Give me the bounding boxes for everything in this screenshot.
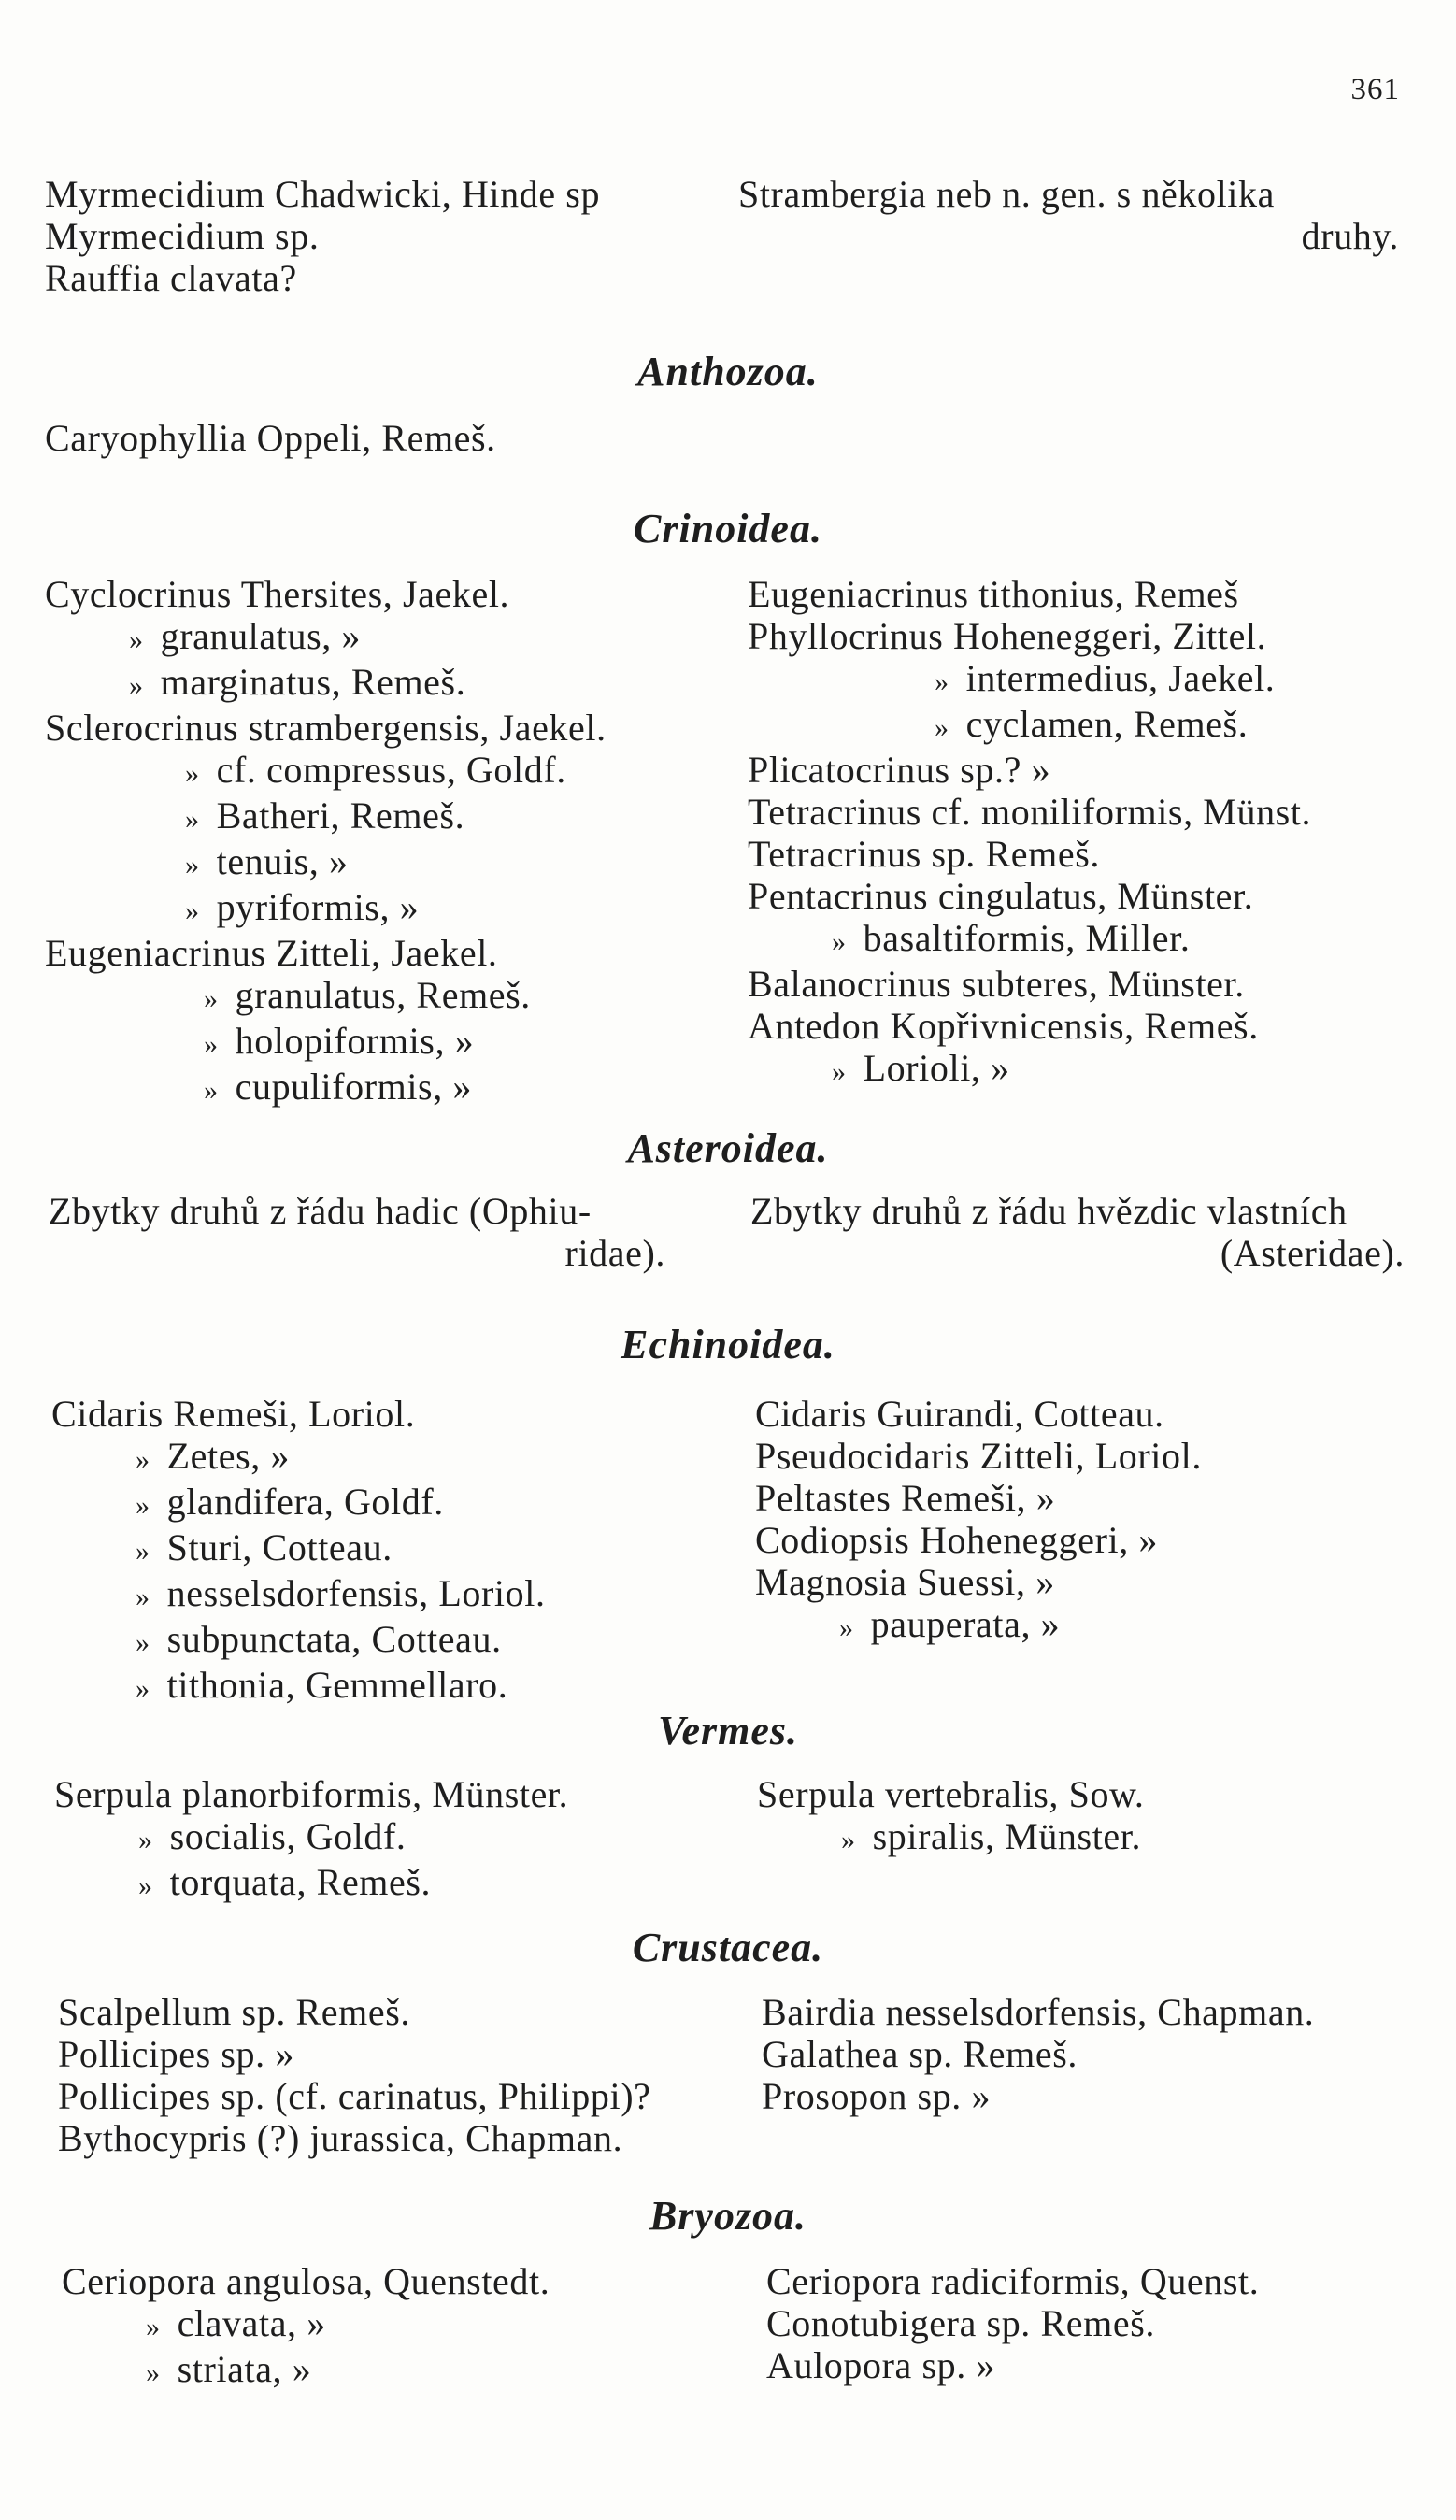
list-item: Peltastes Remeši, » — [755, 1477, 1056, 1519]
list-item: Cidaris Remeši, Loriol. — [51, 1393, 416, 1435]
ditto-mark: » — [136, 1490, 150, 1521]
ditto-mark: » — [185, 850, 200, 881]
section-heading-crinoidea: Crinoidea. — [634, 506, 822, 551]
list-item: Phyllocrinus Hoheneggeri, Zittel. — [748, 615, 1267, 657]
section-heading-vermes: Vermes. — [658, 1708, 798, 1754]
ditto-mark: » — [129, 670, 144, 701]
list-item: ridae). — [564, 1232, 665, 1274]
ditto-mark: » — [204, 983, 219, 1014]
list-item: Cyclocrinus Thersites, Jaekel. — [45, 573, 510, 615]
list-item: Antedon Kopřivnicensis, Remeš. — [748, 1005, 1259, 1047]
list-item: Eugeniacrinus tithonius, Remeš — [748, 573, 1239, 615]
ditto-mark: » — [146, 2312, 161, 2342]
list-item: Pentacrinus cingulatus, Münster. — [748, 875, 1254, 917]
list-item: Zbytky druhů z řádu hadic (Ophiu- — [49, 1190, 592, 1232]
list-item: druhy. — [1301, 215, 1399, 257]
list-item: » pauperata, » — [755, 1603, 1202, 1649]
list-item: Serpula vertebralis, Sow. — [757, 1773, 1145, 1815]
list-item: Codiopsis Hoheneggeri, » — [755, 1519, 1159, 1561]
list-item: Rauffia clavata? — [45, 257, 297, 299]
list-item: » cf. compressus, Goldf. — [45, 749, 607, 795]
list-item: » nesselsdorfensis, Loriol. — [51, 1572, 546, 1618]
section-heading-asteroidea: Asteroidea. — [627, 1125, 829, 1171]
ditto-mark: » — [136, 1536, 150, 1567]
ditto-mark: » — [839, 1612, 854, 1643]
list-item: Myrmecidium Chadwicki, Hinde sp — [45, 173, 601, 215]
ditto-mark: » — [185, 758, 200, 789]
asteroidea-right-column — [750, 1190, 1405, 1274]
asteroidea-left-column — [49, 1190, 665, 1274]
ditto-mark: » — [204, 1029, 219, 1060]
list-item: » striata, » — [62, 2348, 550, 2394]
ditto-mark: » — [136, 1673, 150, 1704]
list-item: Magnosia Suessi, » — [755, 1561, 1055, 1603]
ditto-mark: » — [136, 1627, 150, 1658]
list-item: » clavata, » — [62, 2302, 550, 2348]
crustacea-left-column — [58, 1991, 650, 2159]
list-item: » Zetes, » — [51, 1435, 546, 1481]
vermes-right-column — [757, 1773, 1145, 1861]
bryozoa-right-column — [766, 2260, 1259, 2386]
list-item: Pollicipes sp. » — [58, 2033, 294, 2075]
ditto-mark: » — [204, 1075, 219, 1106]
list-item: Conotubigera sp. Remeš. — [766, 2302, 1155, 2344]
section-heading-bryozoa: Bryozoa. — [649, 2193, 807, 2239]
ditto-mark: » — [832, 1056, 847, 1087]
ditto-mark: » — [935, 712, 949, 743]
list-item: » socialis, Goldf. — [54, 1815, 568, 1861]
list-item: » tithonia, Gemmellaro. — [51, 1664, 546, 1710]
list-item: Serpula planorbiformis, Münster. — [54, 1773, 569, 1815]
crustacea-right-column — [762, 1991, 1314, 2117]
list-item: » Sturi, Cotteau. — [51, 1526, 546, 1572]
anthozoa-left-column — [45, 417, 496, 459]
list-item: » glandifera, Goldf. — [51, 1481, 546, 1526]
ditto-mark: » — [146, 2357, 161, 2388]
list-item: » Batheri, Remeš. — [45, 795, 607, 840]
page-number: 361 — [1350, 73, 1400, 107]
section-heading-crustacea: Crustacea. — [632, 1925, 824, 1970]
list-item: » holopiformis, » — [45, 1020, 607, 1066]
list-item: Balanocrinus subteres, Münster. — [748, 963, 1245, 1005]
intro-left-column — [45, 173, 600, 299]
ditto-mark: » — [136, 1582, 150, 1612]
list-item: » cyclamen, Remeš. — [748, 703, 1311, 749]
ditto-mark: » — [136, 1444, 150, 1475]
list-item: » spiralis, Münster. — [757, 1815, 1145, 1861]
list-item: » basaltiformis, Miller. — [748, 917, 1311, 963]
list-item: » Lorioli, » — [748, 1047, 1311, 1093]
list-item: Tetracrinus cf. moniliformis, Münst. — [748, 791, 1312, 833]
list-item: » granulatus, Remeš. — [45, 974, 607, 1020]
bryozoa-left-column — [62, 2260, 550, 2394]
list-item: Galathea sp. Remeš. — [762, 2033, 1078, 2075]
section-heading-anthozoa: Anthozoa. — [637, 349, 819, 394]
section-heading-echinoidea: Echinoidea. — [621, 1322, 835, 1367]
ditto-mark: » — [841, 1825, 856, 1855]
list-item: » tenuis, » — [45, 840, 607, 886]
list-item: Scalpellum sp. Remeš. — [58, 1991, 410, 2033]
list-item: Eugeniacrinus Zitteli, Jaekel. — [45, 932, 498, 974]
list-item: » torquata, Remeš. — [54, 1861, 568, 1907]
list-item: Plicatocrinus sp.? » — [748, 749, 1051, 791]
list-item: » pyriformis, » — [45, 886, 607, 932]
ditto-mark: » — [935, 666, 949, 697]
ditto-mark: » — [138, 1870, 153, 1901]
ditto-mark: » — [185, 804, 200, 835]
list-item: » subpunctata, Cotteau. — [51, 1618, 546, 1664]
list-item: » marginatus, Remeš. — [45, 661, 607, 707]
list-item: Bairdia nesselsdorfensis, Chapman. — [762, 1991, 1315, 2033]
list-item: Caryophyllia Oppeli, Remeš. — [45, 417, 496, 459]
list-item: (Asteridae). — [1220, 1232, 1405, 1274]
list-item: Bythocypris (?) jurassica, Chapman. — [58, 2117, 623, 2159]
list-item: Tetracrinus sp. Remeš. — [748, 833, 1100, 875]
list-item: Prosopon sp. » — [762, 2075, 992, 2117]
vermes-left-column — [54, 1773, 568, 1907]
echinoidea-right-column — [755, 1393, 1202, 1649]
ditto-mark: » — [129, 624, 144, 655]
list-item: » intermedius, Jaekel. — [748, 657, 1311, 703]
ditto-mark: » — [832, 926, 847, 957]
crinoidea-right-column — [748, 573, 1311, 1093]
list-item: Aulopora sp. » — [766, 2344, 996, 2386]
list-item: Strambergia neb n. gen. s několika — [738, 173, 1275, 215]
ditto-mark: » — [138, 1825, 153, 1855]
echinoidea-left-column — [51, 1393, 546, 1710]
list-item: Myrmecidium sp. — [45, 215, 320, 257]
list-item: Zbytky druhů z řádu hvězdic vlastních — [750, 1190, 1348, 1232]
list-item: Ceriopora angulosa, Quenstedt. — [62, 2260, 550, 2302]
list-item: » granulatus, » — [45, 615, 607, 661]
list-item: Pseudocidaris Zitteli, Loriol. — [755, 1435, 1202, 1477]
list-item: Pollicipes sp. (cf. carinatus, Philippi)? — [58, 2075, 651, 2117]
intro-right-column — [738, 173, 1399, 257]
list-item: Cidaris Guirandi, Cotteau. — [755, 1393, 1164, 1435]
list-item: Sclerocrinus strambergensis, Jaekel. — [45, 707, 607, 749]
list-item: » cupuliformis, » — [45, 1066, 607, 1111]
list-item: Ceriopora radiciformis, Quenst. — [766, 2260, 1260, 2302]
crinoidea-left-column — [45, 573, 607, 1111]
ditto-mark: » — [185, 895, 200, 926]
